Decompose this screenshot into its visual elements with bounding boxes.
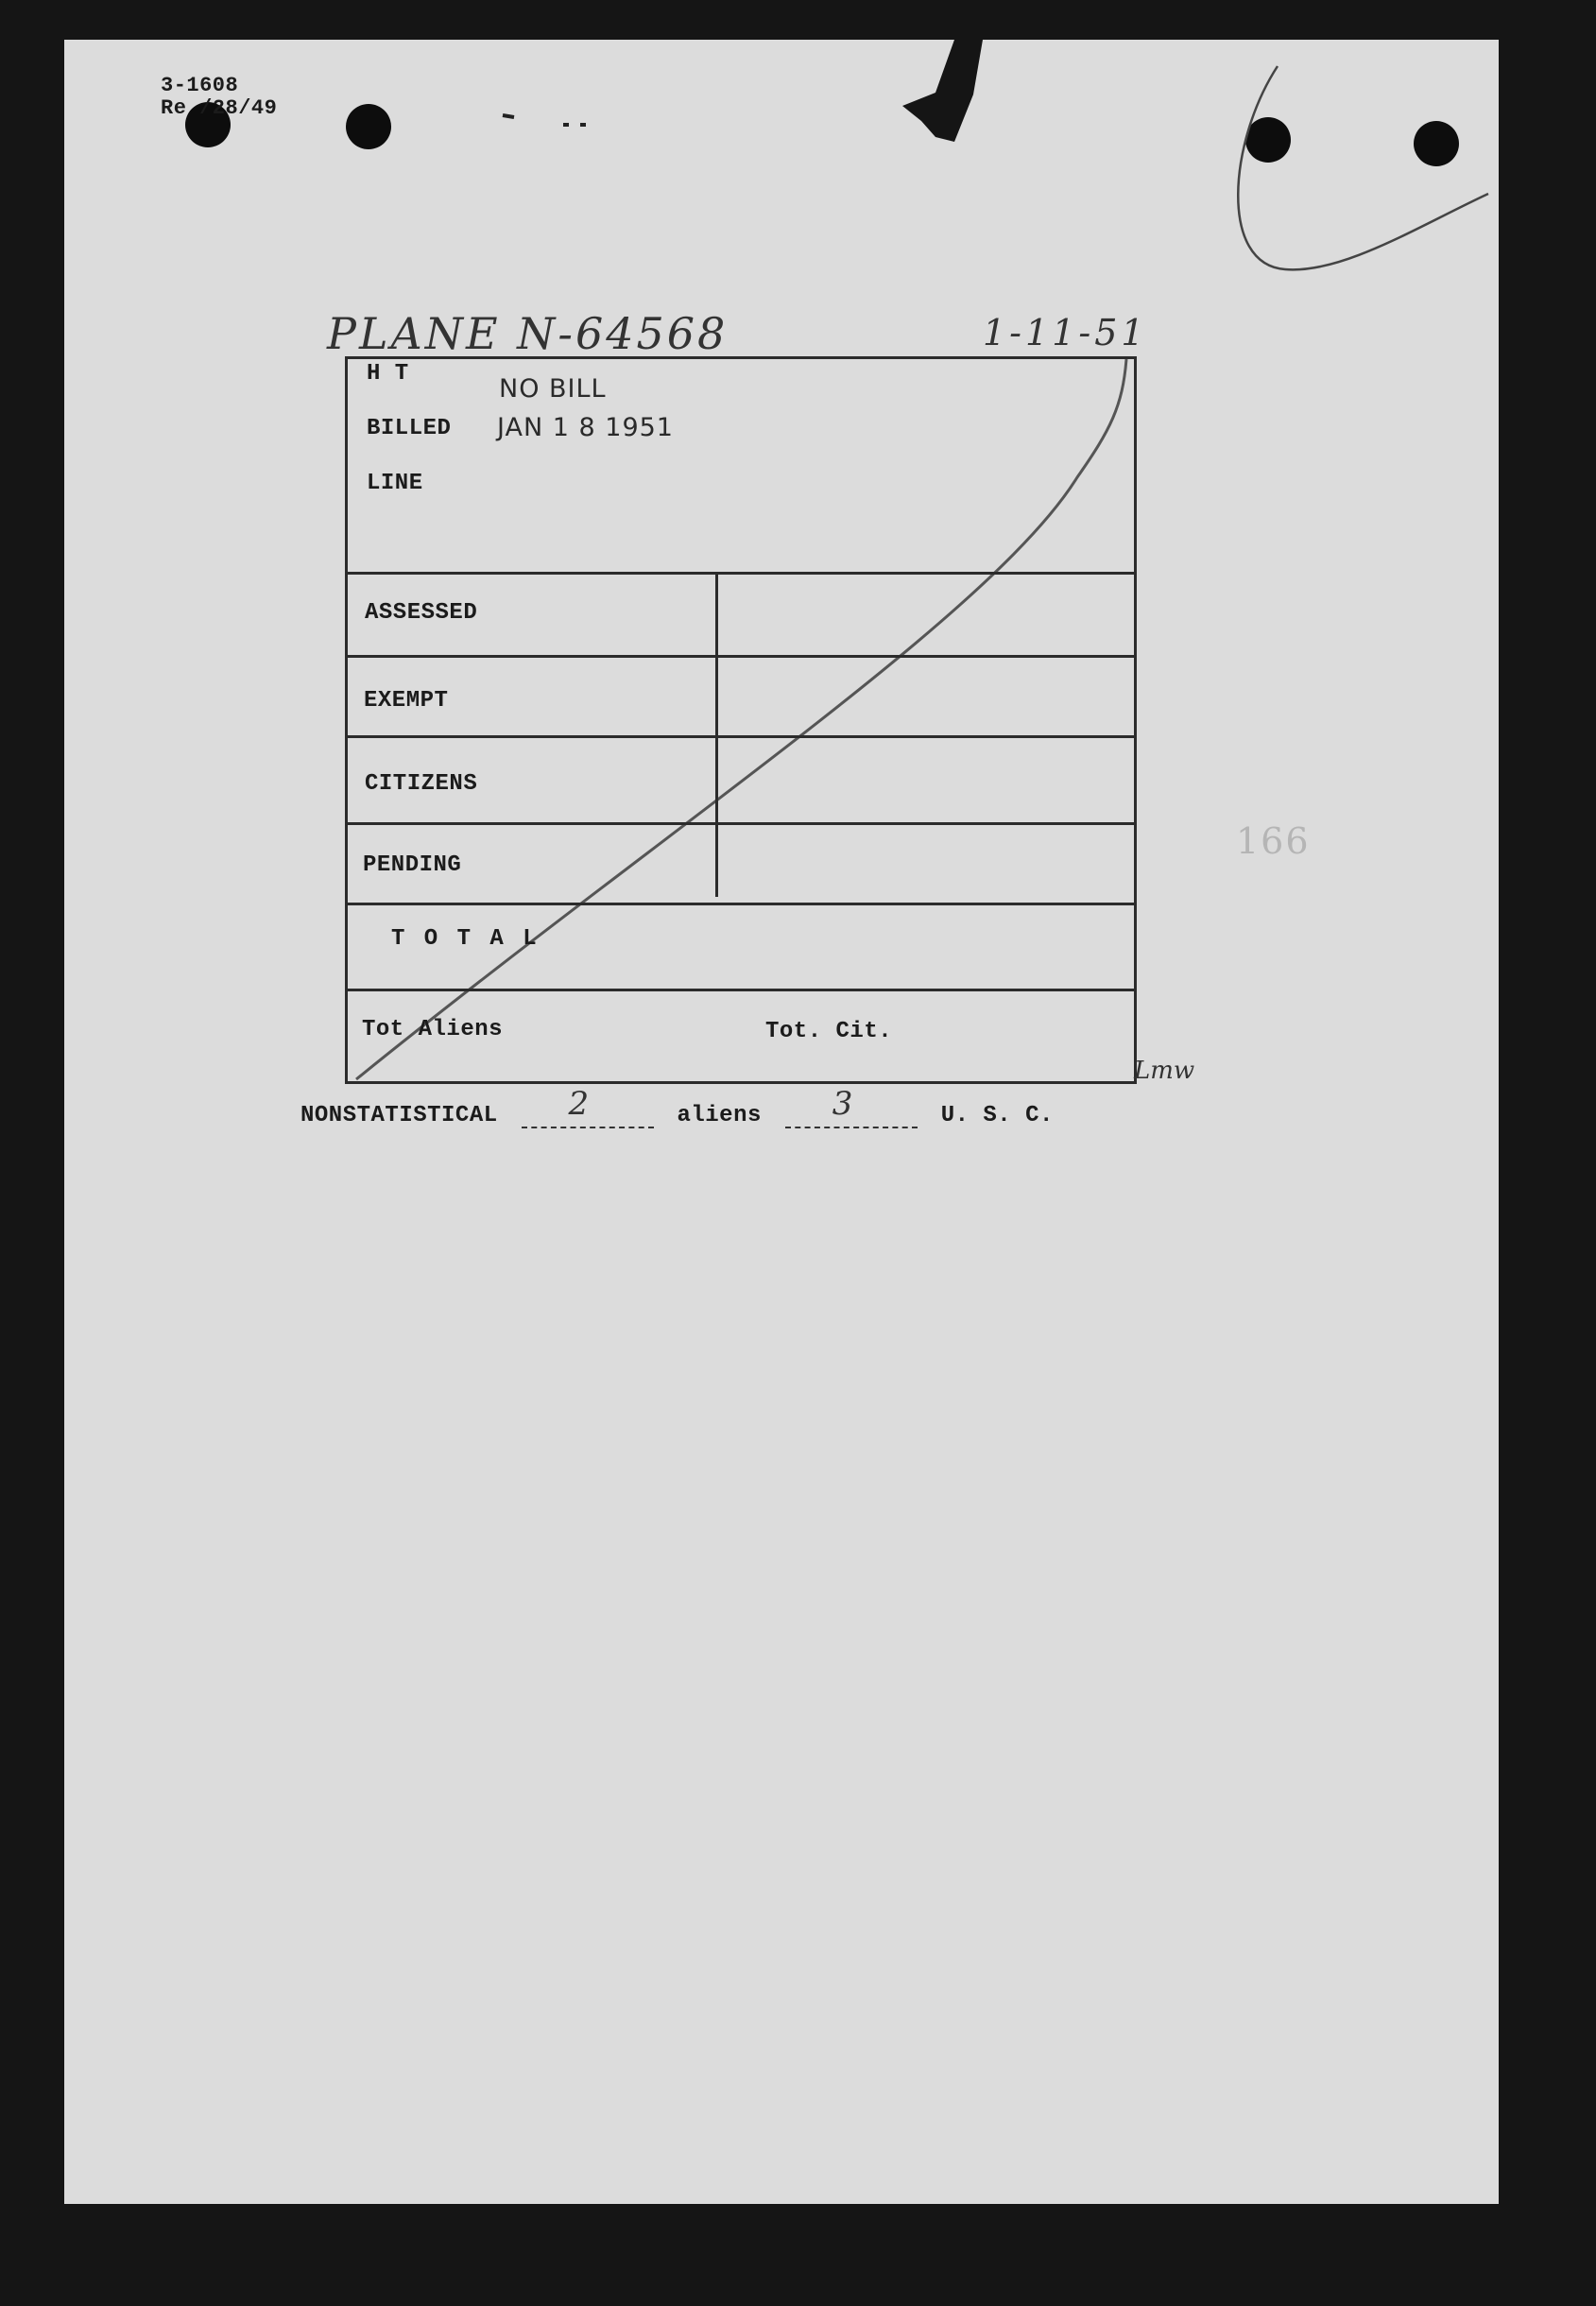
usc-count-blank [785, 1085, 918, 1128]
row-label-tot-cit: Tot. Cit. [765, 1019, 893, 1044]
nonstatistical-label: NONSTATISTICAL [300, 1103, 498, 1128]
row-label-exempt: EXEMPT [364, 688, 449, 714]
aliens-count-blank [522, 1085, 654, 1128]
nonstatistical-line [300, 1085, 1054, 1128]
row-divider [348, 572, 1134, 575]
initials: Lmw [1134, 1057, 1195, 1085]
aliens-count: 2 [568, 1085, 590, 1123]
row-label-tot-aliens: Tot Aliens [362, 1017, 504, 1042]
row-divider [348, 655, 1134, 658]
row-label-total: T O T A L [391, 926, 540, 952]
plane-number: PLANE N-64568 [327, 308, 729, 359]
row-label-ht: H T [367, 361, 409, 387]
page-number: 166 [1236, 820, 1311, 862]
form-revision: Re /28/49 [161, 96, 278, 120]
usc-label: U. S. C. [940, 1103, 1054, 1128]
row-label-line: LINE [367, 471, 423, 496]
row-label-assessed: ASSESSED [365, 600, 478, 626]
no-bill-stamp: NO BILL [499, 374, 607, 404]
handwritten-date: 1-11-51 [983, 312, 1148, 353]
row-divider [348, 822, 1134, 825]
row-divider [348, 903, 1134, 905]
aliens-label: aliens [677, 1103, 762, 1128]
form-number: 3-1608 [161, 74, 239, 97]
form-table [345, 356, 1137, 1084]
row-label-billed: BILLED [367, 416, 452, 441]
usc-count: 3 [832, 1085, 853, 1123]
billed-date-stamp: JAN 1 8 1951 [497, 413, 674, 442]
row-divider [348, 989, 1134, 991]
row-label-pending: PENDING [363, 852, 462, 878]
row-divider [348, 735, 1134, 738]
column-divider [715, 574, 718, 897]
row-label-citizens: CITIZENS [365, 771, 478, 797]
